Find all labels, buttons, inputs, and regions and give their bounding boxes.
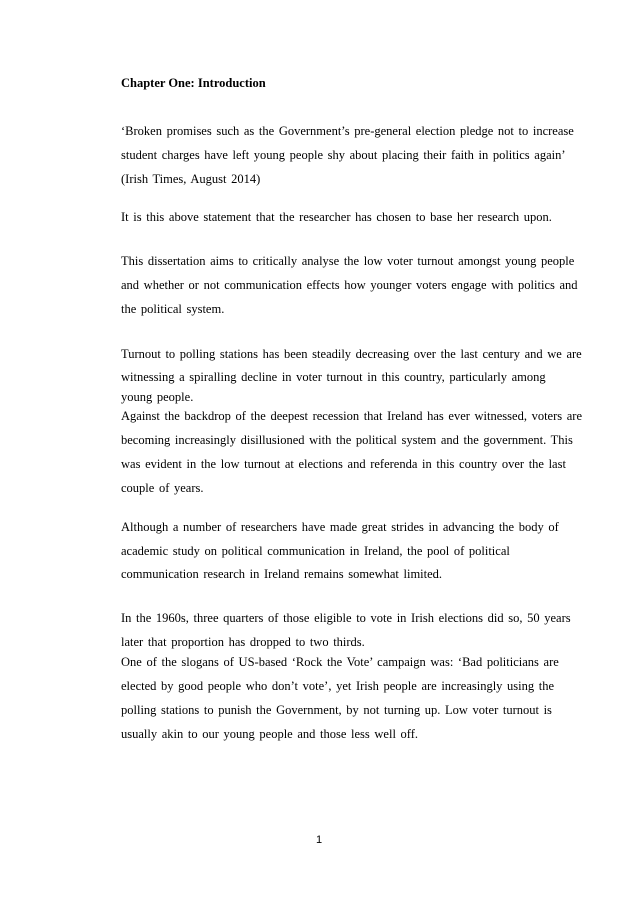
text-line: young people. (121, 390, 194, 404)
text-line: (Irish Times, August 2014) (121, 172, 261, 186)
chapter-heading: Chapter One: Introduction (121, 76, 266, 90)
text-line: polling stations to punish the Government, by not turning up. Low voter turnout is (121, 703, 552, 717)
text-line: In the 1960s, three quarters of those eligible to vote in Irish elections did so, 50 years (121, 611, 571, 625)
text-line: communication research in Ireland remains somewhat limited. (121, 567, 443, 581)
text-line: This dissertation aims to critically analyse the low voter turnout amongst young people (121, 254, 575, 268)
text-line: One of the slogans of US-based ‘Rock the Vote’ campaign was: ‘Bad politicians are (121, 655, 559, 669)
text-line: student charges have left young people shy about placing their faith in politics again’ (121, 148, 566, 162)
text-line: It is this above statement that the researcher has chosen to base her research upon. (121, 210, 552, 224)
page-number: 1 (315, 834, 323, 846)
text-line: later that proportion has dropped to two thirds. (121, 635, 365, 649)
text-line: the political system. (121, 302, 225, 316)
text-line: elected by good people who don’t vote’, yet Irish people are increasingly using the (121, 679, 555, 693)
text-line: and whether or not communication effects how younger voters engage with politics and (121, 278, 578, 292)
text-line: usually akin to our young people and those less well off. (121, 727, 419, 741)
text-line: couple of years. (121, 481, 204, 495)
text-line: Against the backdrop of the deepest recession that Ireland has ever witnessed, voters are (121, 409, 583, 423)
text-line: Turnout to polling stations has been steadily decreasing over the last century and we are (121, 347, 582, 361)
text-line: becoming increasingly disillusioned with the political system and the government. This (121, 433, 573, 447)
text-line: was evident in the low turnout at elections and referenda in this country over the last (121, 457, 566, 471)
text-line: witnessing a spiralling decline in voter turnout in this country, particularly among (121, 370, 546, 384)
text-line: Although a number of researchers have made great strides in advancing the body of (121, 520, 559, 534)
text-line: ‘Broken promises such as the Government’s pre-general election pledge not to increase (121, 124, 574, 138)
text-line: academic study on political communication in Ireland, the pool of political (121, 544, 510, 558)
